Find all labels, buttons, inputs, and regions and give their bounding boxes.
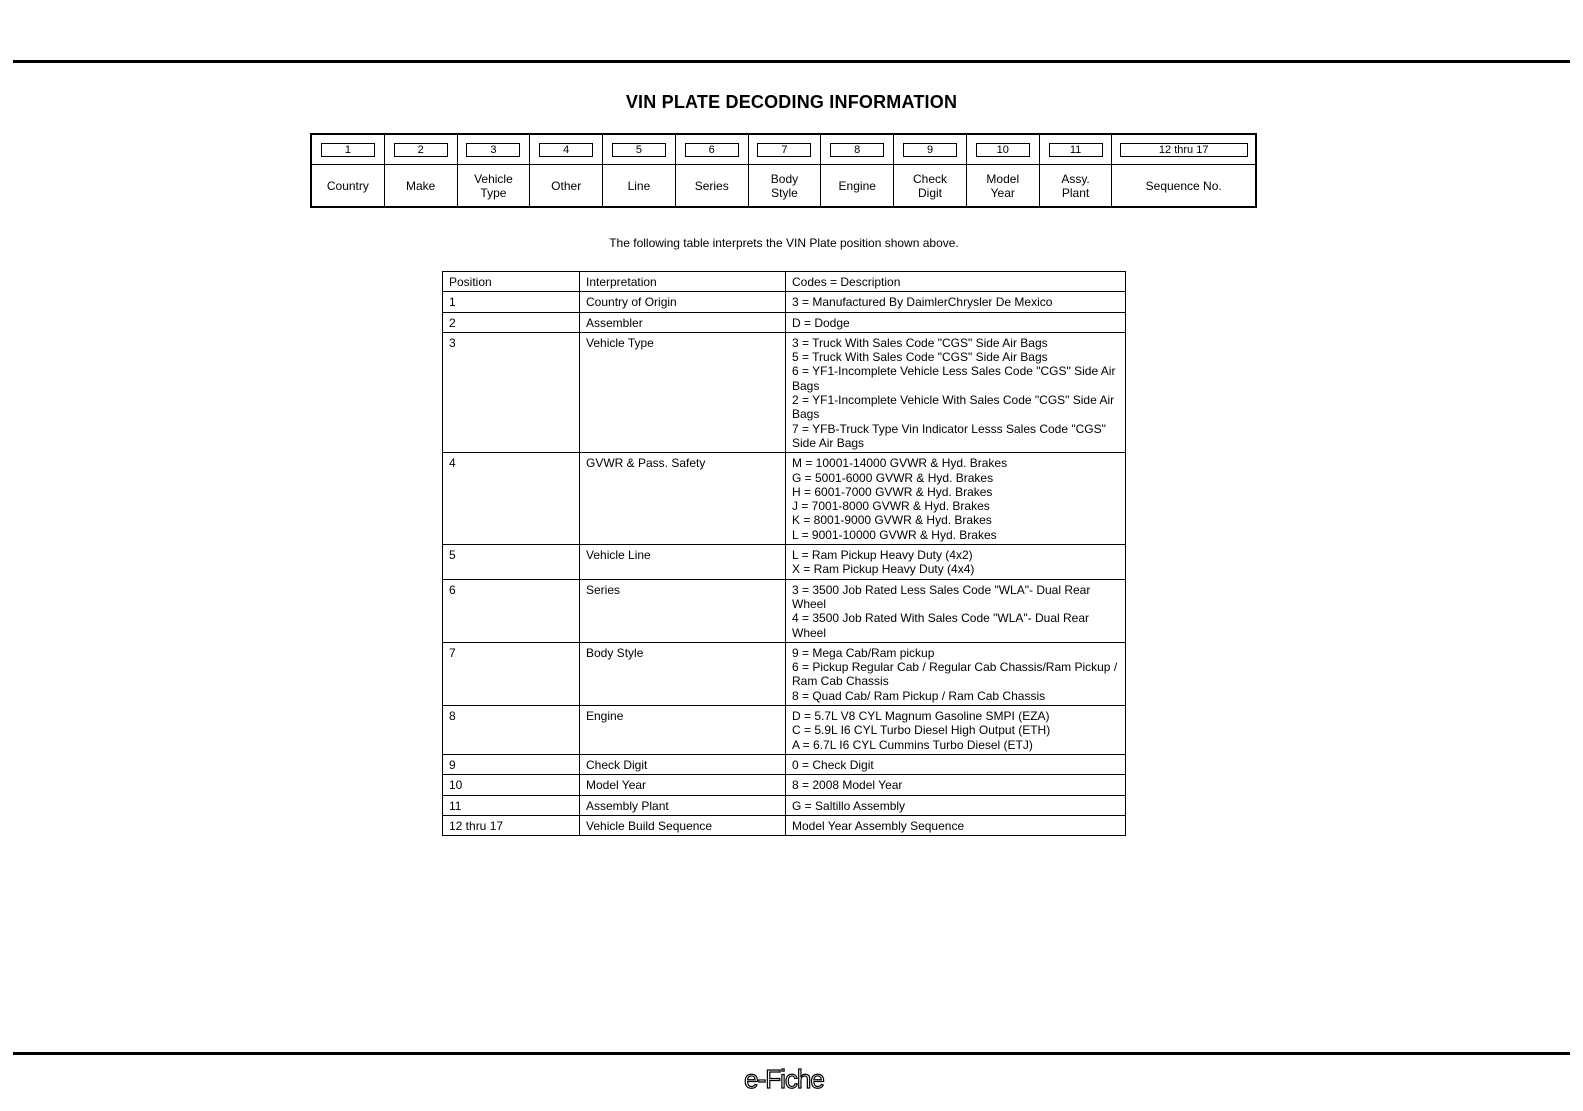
header-codes: Codes = Description — [786, 272, 1126, 292]
cell-interpretation: Vehicle Build Sequence — [580, 815, 786, 835]
table-row — [443, 312, 1126, 332]
code-line: L = Ram Pickup Heavy Duty (4x2) — [792, 548, 973, 563]
cell-position: 1 — [443, 292, 580, 312]
plate-position-label: Check Digit — [913, 171, 948, 200]
cell-codes — [786, 795, 1126, 815]
cell-position: 9 — [443, 754, 580, 774]
code-line: 3 = Manufactured By DaimlerChrysler De Mexico — [792, 295, 1053, 310]
code-line: Model Year Assembly Sequence — [792, 818, 965, 833]
plate-cell — [530, 135, 603, 206]
code-line: 3 = Truck With Sales Code "CGS" Side Air Bags — [792, 335, 1048, 350]
plate-cell — [1040, 135, 1113, 206]
cell-position: 11 — [443, 795, 580, 815]
plate-cell — [821, 135, 894, 206]
plate-position-number: 3 — [466, 143, 520, 157]
plate-cell — [894, 135, 967, 206]
cell-interpretation: GVWR & Pass. Safety — [580, 453, 786, 545]
table-row — [443, 453, 1126, 545]
header-position: Position — [443, 272, 580, 292]
plate-position-row — [385, 135, 457, 165]
code-line: 7 = YFB-Truck Type Vin Indicator Lesss Sales Code "CGS" Side Air Bags — [792, 421, 1106, 450]
plate-cell — [967, 135, 1040, 206]
cell-codes — [786, 312, 1126, 332]
plate-position-label: Assy. Plant — [1061, 171, 1090, 200]
table-row — [443, 754, 1126, 774]
header-interpretation: Interpretation — [580, 272, 786, 292]
plate-position-row — [1112, 135, 1255, 165]
plate-position-label: Engine — [838, 178, 876, 193]
plate-position-label: Make — [405, 178, 436, 193]
cell-interpretation: Model Year — [580, 775, 786, 795]
code-line: H = 6001-7000 GVWR & Hyd. Brakes — [792, 484, 993, 499]
plate-position-number: 8 — [830, 143, 884, 157]
plate-cell — [385, 135, 458, 206]
table-row — [443, 642, 1126, 705]
code-line: J = 7001-8000 GVWR & Hyd. Brakes — [792, 499, 990, 514]
code-line: 6 = Pickup Regular Cab / Regular Cab Chassis/Ram Pickup / Ram Cab Chassis — [792, 660, 1118, 689]
table-body — [443, 292, 1126, 836]
plate-position-number: 9 — [903, 143, 957, 157]
cell-position: 7 — [443, 642, 580, 705]
page-title: VIN PLATE DECODING INFORMATION — [625, 92, 958, 112]
plate-position-number: 7 — [757, 143, 811, 157]
plate-cell — [1112, 135, 1255, 206]
cell-codes — [786, 706, 1126, 755]
plate-position-label: Body Style — [770, 171, 799, 200]
plate-position-number: 10 — [976, 143, 1030, 157]
cell-interpretation: Vehicle Line — [580, 545, 786, 580]
cell-position: 10 — [443, 775, 580, 795]
table-row — [443, 545, 1126, 580]
vin-plate-diagram — [310, 133, 1257, 208]
plate-position-label: Other — [551, 178, 582, 193]
plate-position-row — [312, 135, 384, 165]
cell-codes — [786, 292, 1126, 312]
cell-codes — [786, 815, 1126, 835]
plate-cell — [676, 135, 749, 206]
code-line: C = 5.9L I6 CYL Turbo Diesel High Output (ETH) — [792, 723, 1051, 738]
cell-interpretation: Assembler — [580, 312, 786, 332]
plate-position-number: 12 thru 17 — [1120, 143, 1248, 157]
plate-position-label: Vehicle Type — [474, 171, 513, 200]
cell-interpretation: Check Digit — [580, 754, 786, 774]
plate-position-number: 5 — [612, 143, 666, 157]
cell-codes — [786, 642, 1126, 705]
plate-position-row — [967, 135, 1039, 165]
plate-position-number: 1 — [321, 143, 375, 157]
cell-position: 4 — [443, 453, 580, 545]
code-line: G = Saltillo Assembly — [792, 798, 906, 813]
cell-codes — [786, 579, 1126, 642]
table-row — [443, 795, 1126, 815]
code-line: G = 5001-6000 GVWR & Hyd. Brakes — [792, 470, 994, 485]
code-line: 8 = Quad Cab/ Ram Pickup / Ram Cab Chassis — [792, 688, 1046, 703]
plate-position-label: Series — [694, 178, 729, 193]
code-line: 5 = Truck With Sales Code "CGS" Side Air Bags — [792, 350, 1048, 365]
table-row — [443, 579, 1126, 642]
plate-position-row — [749, 135, 821, 165]
cell-position: 3 — [443, 332, 580, 452]
cell-codes — [786, 332, 1126, 452]
cell-interpretation: Engine — [580, 706, 786, 755]
plate-position-row — [676, 135, 748, 165]
intro-text: The following table interprets the VIN Plate position shown above. — [609, 236, 959, 250]
cell-codes — [786, 754, 1126, 774]
table-row — [443, 815, 1126, 835]
cell-position: 5 — [443, 545, 580, 580]
plate-cell — [603, 135, 676, 206]
table-row — [443, 706, 1126, 755]
table-row — [443, 292, 1126, 312]
plate-position-row — [603, 135, 675, 165]
plate-cell — [312, 135, 385, 206]
plate-position-row — [821, 135, 893, 165]
plate-position-label: Country — [326, 178, 369, 193]
bottom-rule — [13, 1052, 1570, 1055]
plate-cell — [749, 135, 822, 206]
table-row — [443, 775, 1126, 795]
code-line: 3 = 3500 Job Rated Less Sales Code "WLA"- Dual Rear Wheel — [792, 582, 1091, 611]
plate-position-row — [530, 135, 602, 165]
code-line: 4 = 3500 Job Rated With Sales Code "WLA"- Dual Rear Wheel — [792, 611, 1089, 640]
code-line: A = 6.7L I6 CYL Cummins Turbo Diesel (ETJ) — [792, 737, 1033, 752]
plate-cell — [458, 135, 531, 206]
code-line: M = 10001-14000 GVWR & Hyd. Brakes — [792, 456, 1008, 471]
code-line: X = Ram Pickup Heavy Duty (4x4) — [792, 562, 975, 577]
code-line: 6 = YF1-Incomplete Vehicle Less Sales Code "CGS" Side Air Bags — [792, 364, 1116, 393]
cell-codes — [786, 453, 1126, 545]
cell-position: 12 thru 17 — [443, 815, 580, 835]
cell-interpretation: Assembly Plant — [580, 795, 786, 815]
plate-position-row — [1040, 135, 1112, 165]
code-line: 2 = YF1-Incomplete Vehicle With Sales Code "CGS" Side Air Bags — [792, 393, 1115, 422]
cell-position: 2 — [443, 312, 580, 332]
code-line: K = 8001-9000 GVWR & Hyd. Brakes — [792, 513, 992, 528]
table-row — [443, 332, 1126, 452]
plate-position-number: 2 — [394, 143, 448, 157]
code-line: 9 = Mega Cab/Ram pickup — [792, 645, 935, 660]
plate-position-number: 4 — [539, 143, 593, 157]
cell-interpretation: Body Style — [580, 642, 786, 705]
code-line: 0 = Check Digit — [792, 757, 874, 772]
cell-interpretation: Vehicle Type — [580, 332, 786, 452]
efiche-logo: e-Fiche — [744, 1064, 824, 1094]
cell-position: 6 — [443, 579, 580, 642]
code-line: D = Dodge — [792, 315, 850, 330]
top-rule — [13, 60, 1570, 63]
plate-position-number: 11 — [1049, 143, 1103, 157]
cell-codes — [786, 775, 1126, 795]
plate-position-label: Line — [627, 178, 651, 193]
code-line: 8 = 2008 Model Year — [792, 778, 903, 793]
code-line: L = 9001-10000 GVWR & Hyd. Brakes — [792, 527, 997, 542]
plate-position-number: 6 — [685, 143, 739, 157]
cell-codes — [786, 545, 1126, 580]
table-header-row — [443, 272, 1126, 292]
cell-interpretation: Series — [580, 579, 786, 642]
plate-position-row — [458, 135, 530, 165]
cell-interpretation: Country of Origin — [580, 292, 786, 312]
plate-position-label: Model Year — [986, 171, 1020, 200]
cell-position: 8 — [443, 706, 580, 755]
plate-position-label: Sequence No. — [1145, 178, 1222, 193]
vin-decode-table — [442, 271, 1126, 836]
plate-position-row — [894, 135, 966, 165]
code-line: D = 5.7L V8 CYL Magnum Gasoline SMPI (EZA) — [792, 709, 1050, 724]
